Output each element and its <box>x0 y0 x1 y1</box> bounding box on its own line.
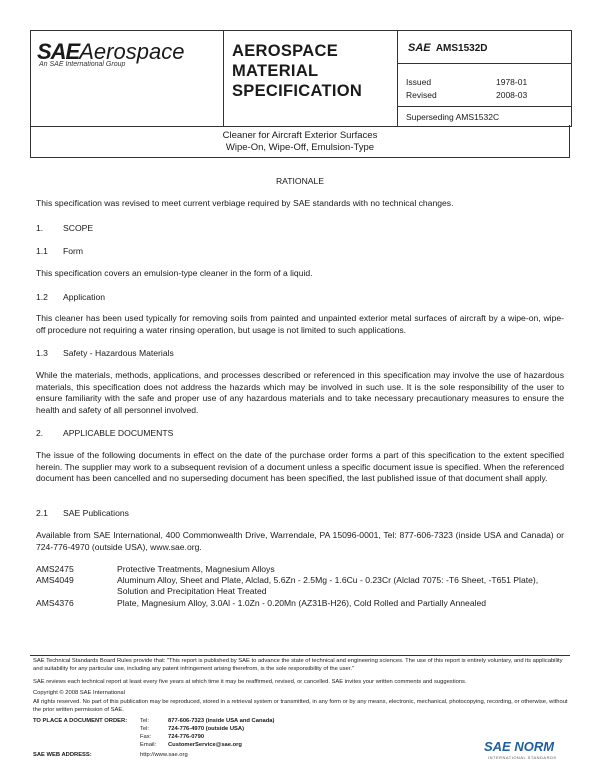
web-value[interactable]: http://www.sae.org <box>140 752 188 758</box>
email-label: Email: <box>140 742 157 748</box>
section-1-title: SCOPE <box>63 223 94 233</box>
section-2-number: 2. <box>36 428 44 438</box>
section-2-1-title: SAE Publications <box>63 508 129 518</box>
reference-row <box>36 598 564 609</box>
title-line-3: SPECIFICATION <box>232 82 363 100</box>
fax-label: Fax: <box>140 734 152 740</box>
tel2-value: 724-776-4970 (outside USA) <box>168 726 245 732</box>
reference-id: AMS4376 <box>36 598 74 608</box>
reference-description: Plate, Magnesium Alloy, 3.0Al - 1.0Zn - 0.20Mn (AZ31B-H26), Cold Rolled and Partially Annealed <box>117 598 487 608</box>
section-1-1-number: 1.1 <box>36 246 48 256</box>
section-1-heading <box>36 223 93 233</box>
tel-label: Tel: <box>140 718 150 724</box>
doc-brand: SAE <box>408 42 431 54</box>
title-line-2: MATERIAL <box>232 62 319 80</box>
footer-review-text: SAE reviews each technical report at least every five years at which time it may be reaffirmed, revised, or cancelled. SAE invites your written comments and suggestions. <box>33 679 467 685</box>
document-subtitle <box>30 125 570 158</box>
logo-tagline: An SAE International Group <box>39 61 126 68</box>
logo-brand: SAE <box>37 39 80 64</box>
section-2-text: The issue of the following documents in effect on the date of the purchase order forms a part of this specification to the extent specified herein. The supplier may work to a subsequent revision of a document unless a specific document issue is specified. When the referenced document has been cancelled and no superseding document has been specified, the last published issue of that document shall apply. <box>36 450 564 483</box>
fax-value: 724-776-0790 <box>168 734 205 740</box>
superseding-text: Superseding AMS1532C <box>406 112 500 122</box>
section-2-1-number: 2.1 <box>36 508 48 518</box>
footer-rights-text: All rights reserved. No part of this publication may be reproduced, stored in a retrieval system or transmitted, in any form or by any means, electronic, mechanical, photocopying, recording, or otherwise, without the prior written permission of SAE. <box>33 699 568 713</box>
watermark-subtext: INTERNATIONAL STANDARDS <box>488 755 557 760</box>
section-1-2-number: 1.2 <box>36 292 48 302</box>
header-title-cell <box>224 31 398 126</box>
subtitle-line-2: Wipe-On, Wipe-Off, Emulsion-Type <box>225 142 375 153</box>
section-2-1-heading <box>36 508 129 518</box>
section-1-3-number: 1.3 <box>36 348 48 358</box>
footer-rules-text: SAE Technical Standards Board Rules provide that: "This report is published by SAE to advance the state of technical and engineering sciences. The use of this report is entirely voluntary, and its applicability and suitability for any particular use, including any patent infringement arising therefrom, is the sole responsibility of the user." <box>33 658 563 672</box>
watermark-text: SAE NORM <box>484 739 555 754</box>
reference-description: Aluminum Alloy, Sheet and Plate, Alclad, 5.6Zn - 2.5Mg - 1.6Cu - 0.23Cr (Alclad 7075: -T6 Sheet, -T651 Plate), Solution and Precipitation Heat Treated <box>117 575 539 596</box>
issued-label: Issued <box>406 77 432 87</box>
section-2-heading <box>36 428 173 438</box>
reference-id: AMS4049 <box>36 575 74 585</box>
section-1-3-text: While the materials, methods, applications, and processes described or referenced in this specification may involve the use of hazardous materials, this specification does not address the hazards which may be involved in such use. It is the sole responsibility of the user to ensure familiarity with the safe and proper use of any hazardous materials and to take necessary precautionary measures to ensure the health and safety of all personnel involved. <box>36 370 564 415</box>
reference-row <box>36 575 564 597</box>
order-label: TO PLACE A DOCUMENT ORDER: <box>33 718 128 724</box>
footer-copyright: Copyright © 2008 SAE International <box>33 690 125 696</box>
logo-word: Aerospace <box>79 39 185 64</box>
rationale-heading: RATIONALE <box>275 176 325 186</box>
title-line-1: AEROSPACE <box>232 42 338 60</box>
subtitle-line-1: Cleaner for Aircraft Exterior Surfaces <box>222 130 378 141</box>
header-info-cell <box>398 31 571 126</box>
header-box <box>30 30 572 127</box>
section-1-1-heading <box>36 246 83 256</box>
issued-value: 1978-01 <box>496 77 528 87</box>
revised-label: Revised <box>406 90 437 100</box>
reference-description: Protective Treatments, Magnesium Alloys <box>117 564 275 574</box>
sae-norm-watermark <box>484 739 557 760</box>
section-2-title: APPLICABLE DOCUMENTS <box>63 428 174 438</box>
doc-number: AMS1532D <box>435 43 488 54</box>
section-1-2-title: Application <box>63 292 106 302</box>
superseding-row <box>398 106 571 127</box>
section-1-number: 1. <box>36 223 44 233</box>
web-label: SAE WEB ADDRESS: <box>33 752 92 758</box>
section-1-2-text: This cleaner has been used typically for removing soils from painted and unpainted exterior metal surfaces of aircraft by a wipe-on, wipe-off procedure not requiring a water rinsing operation, but usage is not limited to such applications. <box>36 313 564 335</box>
tel2-label: Tel: <box>140 726 150 732</box>
section-1-2-heading <box>36 292 105 302</box>
section-2-1-text: Available from SAE International, 400 Commonwealth Drive, Warrendale, PA 15096-0001, Tel: 877-606-7323 (inside USA and Canada) or 724-776-4970 (outside USA), www.sae.org. <box>36 530 564 552</box>
section-1-3-heading <box>36 348 174 358</box>
section-1-1-text: This specification covers an emulsion-type cleaner in the form of a liquid. <box>36 268 313 278</box>
rationale-text: This specification was revised to meet current verbiage required by SAE standards with no technical changes. <box>36 198 454 208</box>
reference-id: AMS2475 <box>36 564 74 574</box>
section-1-1-title: Form <box>63 246 84 256</box>
footer-divider <box>30 655 570 656</box>
section-1-3-title: Safety - Hazardous Materials <box>63 348 174 358</box>
tel-value: 877-606-7323 (inside USA and Canada) <box>168 718 275 724</box>
email-value[interactable]: CustomerService@sae.org <box>168 742 242 748</box>
reference-row <box>36 564 564 575</box>
header-logo-cell <box>31 31 224 126</box>
revised-value: 2008-03 <box>496 90 528 100</box>
doc-number-row <box>398 31 571 64</box>
